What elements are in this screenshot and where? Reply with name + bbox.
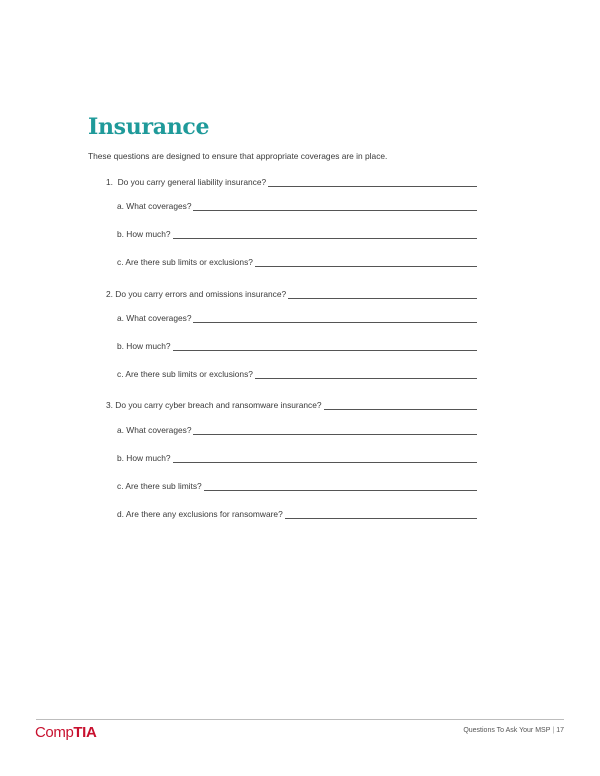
sub-question-label: a. What coverages? xyxy=(117,425,192,435)
sub-question-label: b. How much? xyxy=(117,341,171,351)
question-label: 2. Do you carry errors and omissions insurance? xyxy=(106,289,287,299)
answer-line[interactable] xyxy=(255,370,477,379)
logo-tia-text: TIA xyxy=(73,724,97,741)
sub-question-label: d. Are there any exclusions for ransomware? xyxy=(117,509,283,519)
answer-line[interactable] xyxy=(193,426,477,435)
footer-doc-title: Questions To Ask Your MSP xyxy=(463,727,551,734)
question-1b xyxy=(117,229,477,239)
answer-line[interactable] xyxy=(193,202,477,211)
sub-question-label: c. Are there sub limits or exclusions? xyxy=(117,257,253,267)
sub-question-label: b. How much? xyxy=(117,453,171,463)
question-label: 1. Do you carry general liability insurance? xyxy=(106,177,267,187)
footer-page-info xyxy=(463,727,564,734)
sub-question-label: a. What coverages? xyxy=(117,201,192,211)
answer-line[interactable] xyxy=(173,230,477,239)
answer-line[interactable] xyxy=(255,258,477,267)
answer-line[interactable] xyxy=(204,482,477,491)
question-1c xyxy=(117,257,477,267)
answer-line[interactable] xyxy=(173,342,477,351)
answer-line[interactable] xyxy=(324,401,477,410)
answer-line[interactable] xyxy=(193,314,477,323)
question-3 xyxy=(106,400,477,410)
question-2a xyxy=(117,313,477,323)
question-2 xyxy=(106,289,477,299)
comptia-logo xyxy=(35,724,96,741)
intro-text: These questions are designed to ensure that appropriate coverages are in place. xyxy=(88,151,388,161)
footer-divider xyxy=(36,719,564,720)
question-3c xyxy=(117,481,477,491)
question-2c xyxy=(117,369,477,379)
question-3b xyxy=(117,453,477,463)
question-2b xyxy=(117,341,477,351)
answer-line[interactable] xyxy=(268,178,477,187)
answer-line[interactable] xyxy=(288,290,477,299)
question-label: 3. Do you carry cyber breach and ransomware insurance? xyxy=(106,400,322,410)
sub-question-label: a. What coverages? xyxy=(117,313,192,323)
question-1a xyxy=(117,201,477,211)
question-1 xyxy=(106,177,477,187)
footer-separator: | xyxy=(552,727,555,734)
answer-line[interactable] xyxy=(173,454,477,463)
sub-question-label: c. Are there sub limits or exclusions? xyxy=(117,369,253,379)
page-title: Insurance xyxy=(88,114,210,140)
logo-comp-text: Comp xyxy=(35,724,74,741)
question-3d xyxy=(117,509,477,519)
question-3a xyxy=(117,425,477,435)
answer-line[interactable] xyxy=(285,510,477,519)
sub-question-label: b. How much? xyxy=(117,229,171,239)
sub-question-label: c. Are there sub limits? xyxy=(117,481,202,491)
page-number: 17 xyxy=(556,727,564,734)
